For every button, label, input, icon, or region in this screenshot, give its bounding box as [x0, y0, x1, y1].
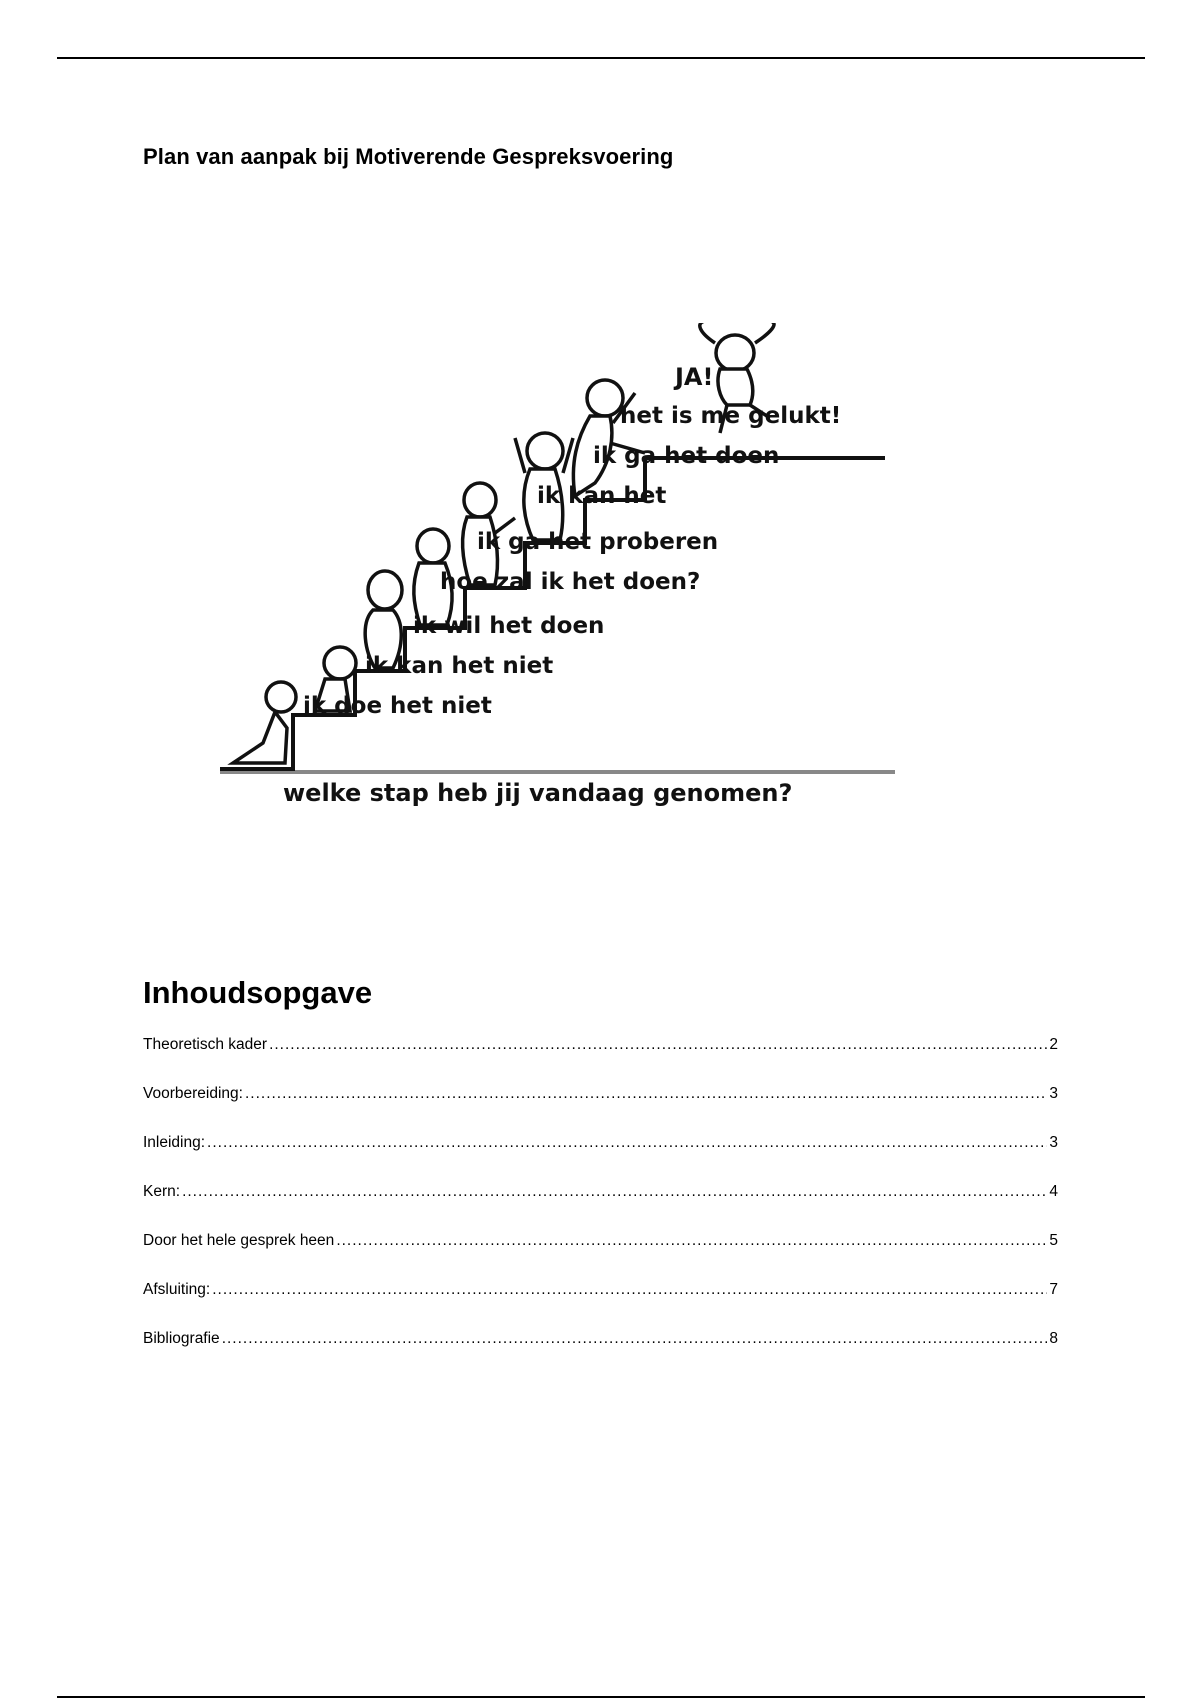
- toc-entry-label: Bibliografie: [143, 1330, 220, 1347]
- footer-rule: [57, 1696, 1145, 1698]
- step-label: ik ga het doen: [593, 443, 780, 469]
- toc-leader-dots: [245, 1085, 1047, 1103]
- toc-entry[interactable]: [143, 1085, 1058, 1134]
- toc-entry[interactable]: [143, 1036, 1058, 1085]
- step-label: ik kan het: [537, 483, 667, 509]
- toc-leader-dots: [212, 1281, 1047, 1299]
- toc-entry-page: 3: [1049, 1085, 1058, 1102]
- step-label: hoe zal ik het doen?: [440, 569, 701, 595]
- toc-entry[interactable]: [143, 1330, 1058, 1379]
- figure-sitting: [233, 682, 296, 763]
- step-label: het is me gelukt!: [620, 403, 842, 429]
- toc-entry-page: 2: [1049, 1036, 1058, 1053]
- toc-entry[interactable]: [143, 1183, 1058, 1232]
- toc-entry[interactable]: [143, 1281, 1058, 1330]
- toc-entry-label: Kern:: [143, 1183, 181, 1200]
- toc-entry-label: Door het hele gesprek heen: [143, 1232, 335, 1249]
- step-label: JA!: [675, 363, 714, 391]
- staircase-drawing: [215, 323, 915, 813]
- toc-entry-page: 5: [1049, 1232, 1058, 1249]
- illustration-caption: welke stap heb jij vandaag genomen?: [283, 779, 793, 807]
- toc-entry-page: 7: [1049, 1281, 1058, 1298]
- toc-entry-page: 8: [1049, 1330, 1058, 1347]
- toc-entry-label: Theoretisch kader: [143, 1036, 268, 1053]
- step-label: ik kan het niet: [365, 653, 554, 679]
- figure-running: [573, 380, 645, 496]
- staircase-illustration: [215, 323, 915, 813]
- toc-entry[interactable]: [143, 1134, 1058, 1183]
- toc-leader-dots: [336, 1232, 1047, 1250]
- toc-entry-label: Inleiding:: [143, 1134, 206, 1151]
- step-label: ik ga het proberen: [477, 529, 719, 555]
- toc-entry[interactable]: [143, 1232, 1058, 1281]
- step-label: ik wil het doen: [413, 613, 605, 639]
- step-label: ik doe het niet: [303, 693, 492, 719]
- toc-entry-label: Voorbereiding:: [143, 1085, 243, 1102]
- toc-entry-label: Afsluiting:: [143, 1281, 211, 1298]
- document-title: Plan van aanpak bij Motiverende Gespreksvoering: [143, 144, 674, 169]
- toc-entry-page: 4: [1049, 1183, 1058, 1200]
- toc-entry-page: 3: [1049, 1134, 1058, 1151]
- table-of-contents: [143, 1036, 1058, 1379]
- header-rule: [57, 57, 1145, 59]
- toc-heading: Inhoudsopgave: [143, 975, 373, 1010]
- toc-leader-dots: [222, 1330, 1048, 1348]
- toc-leader-dots: [207, 1134, 1047, 1152]
- toc-leader-dots: [269, 1036, 1047, 1054]
- toc-leader-dots: [182, 1183, 1047, 1201]
